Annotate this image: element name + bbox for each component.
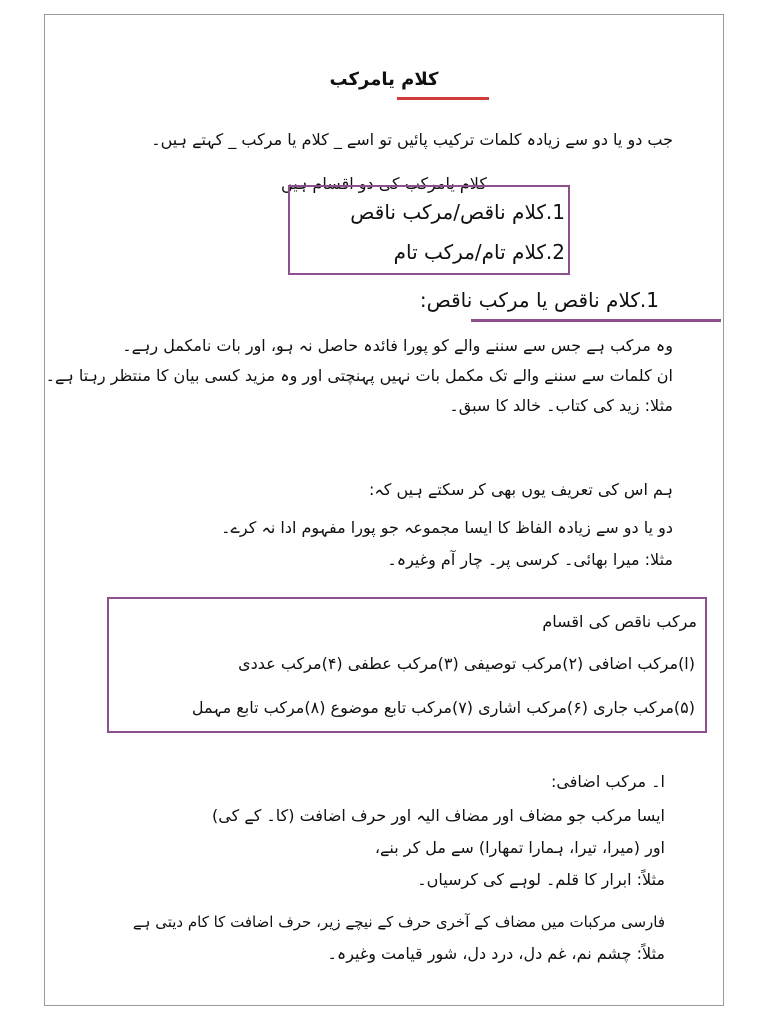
idafi-line-4: فارسی مرکبات میں مضاف کے آخری حرف کے نیچے زیر، حرف اضافت کا کام دیتی ہے xyxy=(132,913,665,931)
idafi-line-2: اور (میرا، تیرا، ہمارا تمھارا) سے مل کر بنے، xyxy=(374,838,665,857)
page-title: کلام یامرکب xyxy=(329,69,439,90)
section1-line-3: مثلا: زید کی کتاب۔ خالد کا سبق۔ xyxy=(449,396,673,415)
kinds-heading: مرکب ناقص کی اقسام xyxy=(542,612,697,631)
section1-heading: 1.کلام ناقص یا مرکب ناقص: xyxy=(419,288,659,312)
idafi-line-3: مثلاً: ابرار کا قلم۔ لوہے کی کرسیاں۔ xyxy=(417,870,665,889)
types-heading: کلام یامرکب کی دو اقسام ہیں xyxy=(281,174,487,193)
section1-line-1: وہ مرکب ہے جس سے سننے والے کو پورا فائدہ حاصل نہ ہو، اور بات نامکمل رہے۔ xyxy=(122,336,673,355)
idafi-line-1: ایسا مرکب جو مضاف اور مضاف الیہ اور حرف اضافت (کا۔ کے کی) xyxy=(212,806,665,825)
title-underline xyxy=(397,97,489,100)
type-1: 1.کلام ناقص/مرکب ناقص xyxy=(350,200,565,224)
definition-line-3: مثلا: میرا بھائی۔ کرسی پر۔ چار آم وغیرہ۔ xyxy=(387,550,673,569)
kinds-row-2: (۵)مرکب جاری (۶)مرکب اشاری (۷)مرکب تابع موضوع (۸)مرکب تابع مہمل xyxy=(191,698,695,717)
kinds-row-1: (ا)مرکب اضافی (۲)مرکب توصیفی (۳)مرکب عطفی (۴)مرکب عددی xyxy=(238,654,695,673)
section1-line-2: ان کلمات سے سننے والے تک مکمل بات نہیں پہنچتی اور وہ مزید کسی بیان کا منتظر رہتا ہے۔ xyxy=(45,366,673,385)
definition-line-1: ہم اس کی تعریف یوں بھی کر سکتے ہیں کہ: xyxy=(368,480,673,499)
idafi-line-5: مثلاً: چشم نم، غم دل، درد دل، شور قیامت وغیرہ۔ xyxy=(327,944,665,963)
idafi-heading: ا۔ مرکب اضافی: xyxy=(551,772,665,791)
section1-underline xyxy=(471,319,721,322)
document-page xyxy=(44,14,724,1006)
type-2: 2.کلام تام/مرکب تام xyxy=(393,240,565,264)
intro-text: جب دو یا دو سے زیادہ کلمات ترکیب پائیں تو اسے _ کلام یا مرکب _ کہتے ہیں۔ xyxy=(151,130,673,149)
definition-line-2: دو یا دو سے زیادہ الفاظ کا ایسا مجموعہ جو پورا مفہوم ادا نہ کرے۔ xyxy=(221,518,673,537)
